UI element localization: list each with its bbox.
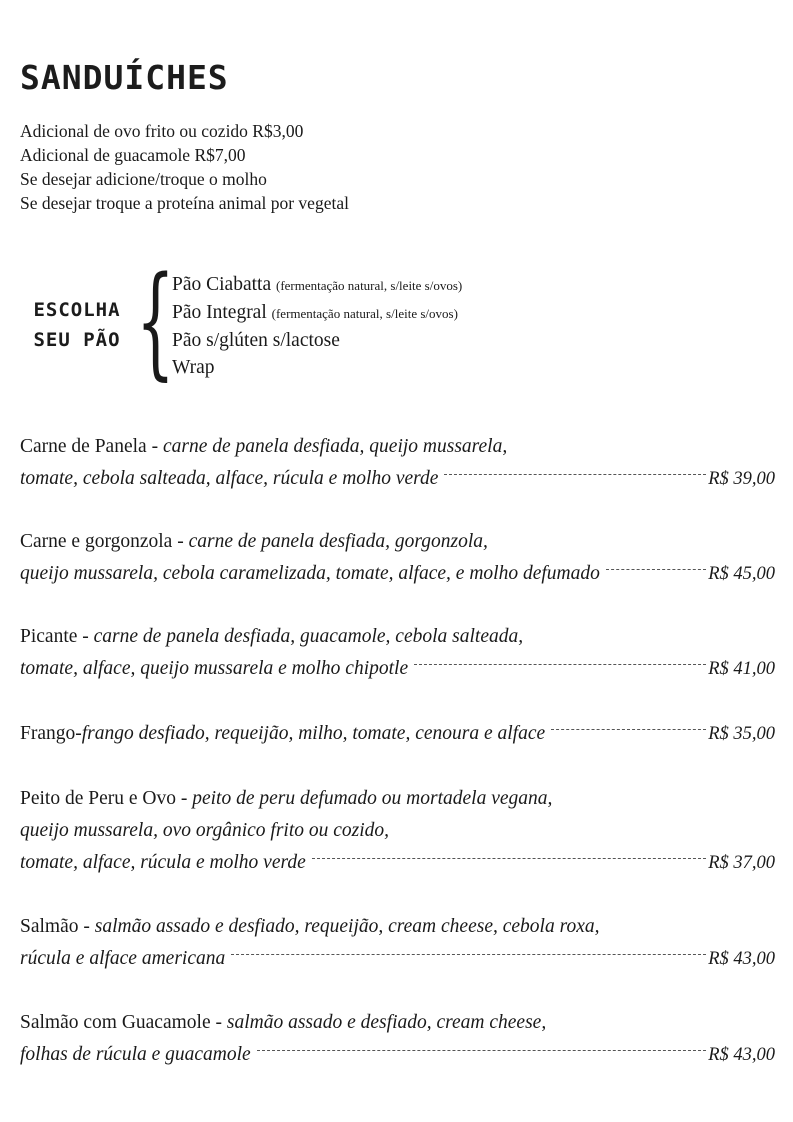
bread-option xyxy=(172,299,462,327)
bread-option xyxy=(172,327,462,354)
bread-option xyxy=(172,271,462,299)
item-description: queijo mussarela, ovo orgânico frito ou cozido, xyxy=(20,820,390,841)
bread-option-note: (fermentação natural, s/leite s/ovos) xyxy=(275,278,463,293)
dotted-leader xyxy=(312,858,706,859)
item-line xyxy=(20,847,775,879)
note-line: Se desejar troque a proteína animal por vegetal xyxy=(20,193,349,213)
item-line xyxy=(20,911,775,943)
menu-item xyxy=(20,911,775,975)
bread-option-name: Pão Integral xyxy=(172,302,267,323)
item-line xyxy=(20,558,775,590)
item-price: R$ 43,00 xyxy=(708,1045,775,1065)
item-description: carne de panela desfiada, queijo mussarela, xyxy=(162,436,508,457)
note-line: Adicional de ovo frito ou cozido R$3,00 xyxy=(20,121,304,141)
menu-item xyxy=(20,1007,775,1071)
menu-item xyxy=(20,621,775,685)
item-description: carne de panela desfiada, guacamole, cebola salteada, xyxy=(93,626,524,647)
bread-choice-label xyxy=(18,295,136,355)
item-line xyxy=(20,718,775,750)
item-separator: - xyxy=(175,788,193,809)
item-separator: - xyxy=(172,531,189,552)
item-name: Picante xyxy=(20,626,78,647)
item-name: Salmão com Guacamole xyxy=(20,1012,211,1033)
additional-notes xyxy=(20,119,349,215)
item-name: Salmão xyxy=(20,916,79,937)
item-description: salmão assado e desfiado, requeijão, cream cheese, cebola roxa, xyxy=(94,916,600,937)
item-line xyxy=(20,1039,775,1071)
menu-item xyxy=(20,783,775,879)
item-line xyxy=(20,526,775,558)
item-line xyxy=(20,943,775,975)
dotted-leader xyxy=(414,664,706,665)
item-name: Carne de Panela xyxy=(20,436,147,457)
curly-brace-icon: { xyxy=(136,250,175,392)
bread-option xyxy=(172,354,462,381)
item-price: R$ 37,00 xyxy=(708,853,775,873)
item-price: R$ 39,00 xyxy=(708,469,775,489)
bread-option-name: Wrap xyxy=(172,357,215,378)
dotted-leader xyxy=(551,729,706,730)
item-price: R$ 41,00 xyxy=(708,659,775,679)
dotted-leader xyxy=(257,1050,706,1051)
bread-option-name: Pão Ciabatta xyxy=(172,274,272,295)
item-line xyxy=(20,653,775,685)
item-price: R$ 45,00 xyxy=(708,564,775,584)
menu-item xyxy=(20,718,775,750)
item-description: folhas de rúcula e guacamole xyxy=(20,1044,251,1065)
bread-options-list xyxy=(172,271,462,381)
item-description: carne de panela desfiada, gorgonzola, xyxy=(188,531,488,552)
item-line xyxy=(20,783,775,815)
item-line xyxy=(20,431,775,463)
bread-label-line: ESCOLHA xyxy=(33,299,121,321)
dotted-leader xyxy=(444,474,706,475)
item-price: R$ 35,00 xyxy=(708,724,775,744)
item-separator: - xyxy=(146,436,163,457)
item-description: tomate, cebola salteada, alface, rúcula e molho verde xyxy=(20,468,439,489)
item-line xyxy=(20,621,775,653)
item-description: salmão assado e desfiado, cream cheese, xyxy=(226,1012,547,1033)
item-name: Carne e gorgonzola xyxy=(20,531,173,552)
note-line: Adicional de guacamole R$7,00 xyxy=(20,145,246,165)
item-description: peito de peru defumado ou mortadela vegana, xyxy=(192,788,553,809)
item-separator: - xyxy=(75,723,82,744)
menu-item xyxy=(20,526,775,590)
item-name: Frango xyxy=(20,723,76,744)
item-separator: - xyxy=(77,626,94,647)
bread-option-note: (fermentação natural, s/leite s/ovos) xyxy=(271,306,458,321)
item-line xyxy=(20,1007,775,1039)
item-line xyxy=(20,463,775,495)
item-description: tomate, alface, rúcula e molho verde xyxy=(20,852,306,873)
item-name: Peito de Peru e Ovo xyxy=(20,788,176,809)
bread-label-line: SEU PÃO xyxy=(33,329,121,351)
item-description: frango desfiado, requeijão, milho, tomate, cenoura e alface xyxy=(81,723,546,744)
note-line: Se desejar adicione/troque o molho xyxy=(20,169,267,189)
item-line xyxy=(20,815,775,847)
item-separator: - xyxy=(210,1012,227,1033)
item-description: tomate, alface, queijo mussarela e molho chipotle xyxy=(20,658,409,679)
item-price: R$ 43,00 xyxy=(708,949,775,969)
item-separator: - xyxy=(78,916,95,937)
page-title: SANDUÍCHES xyxy=(20,58,229,97)
bread-option-name: Pão s/glúten s/lactose xyxy=(172,330,340,351)
item-description: queijo mussarela, cebola caramelizada, tomate, alface, e molho defumado xyxy=(20,563,600,584)
dotted-leader xyxy=(606,569,706,570)
menu-item xyxy=(20,431,775,495)
item-description: rúcula e alface americana xyxy=(20,948,226,969)
dotted-leader xyxy=(231,954,706,955)
